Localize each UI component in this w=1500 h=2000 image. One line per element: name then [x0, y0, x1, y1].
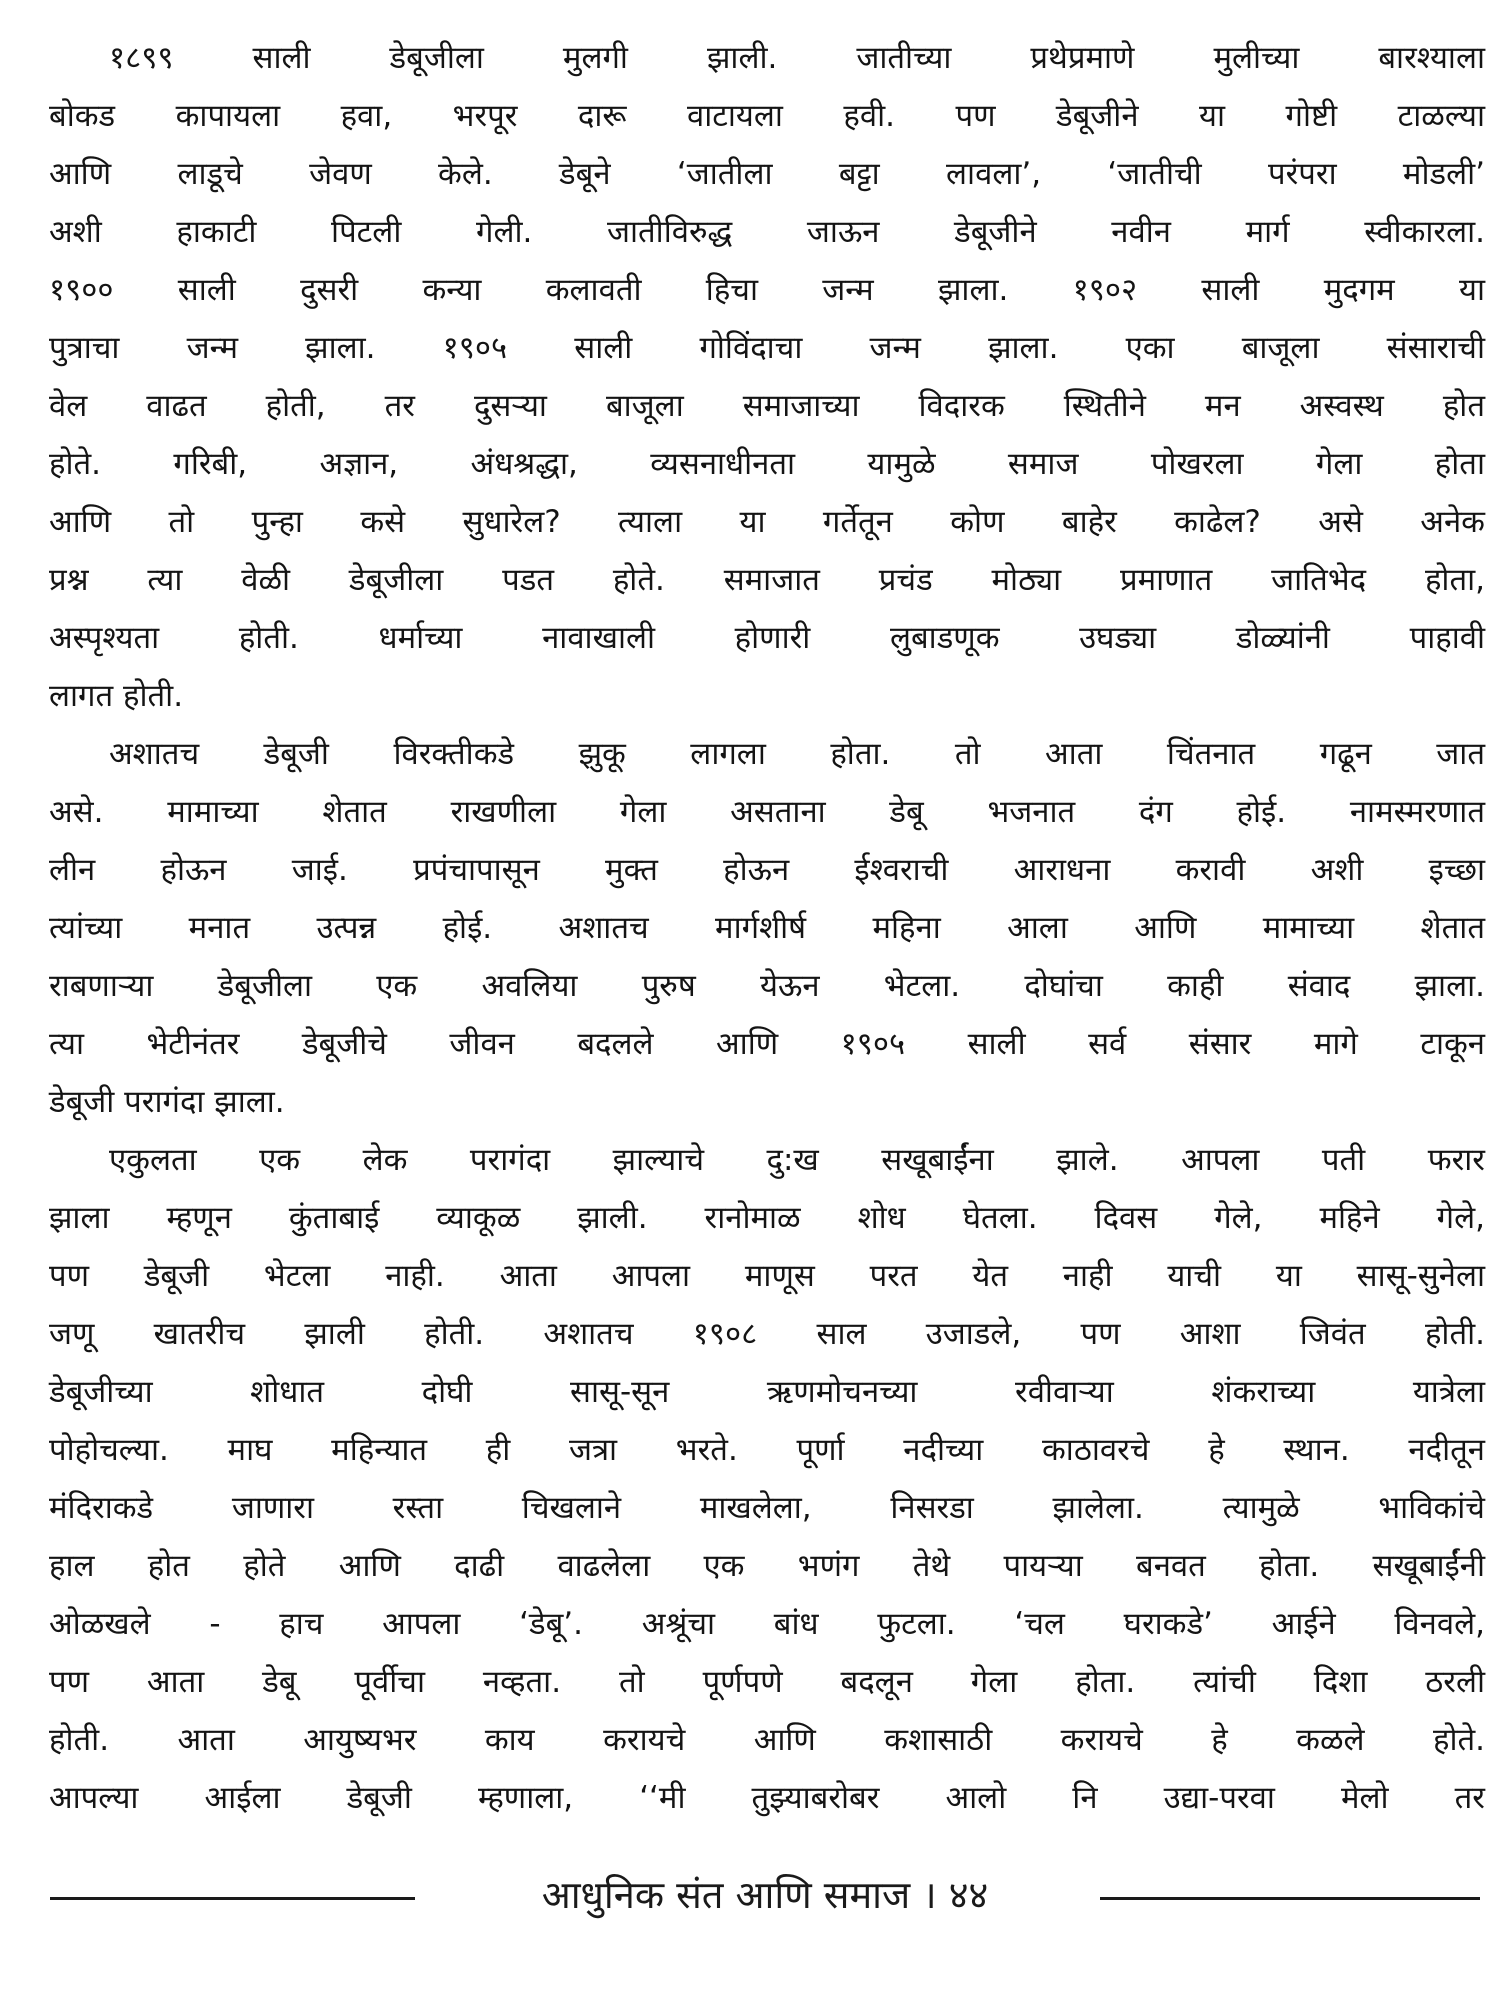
text-line: त्यांच्या मनात उत्पन्न होई. अशातच मार्गशीर्ष महिना आला आणि मामाच्या शेतात	[49, 910, 1485, 946]
text-line: होते. गरिबी, अज्ञान, अंधश्रद्धा, व्यसनाधीनता यामुळे समाज पोखरला गेला होता	[49, 446, 1485, 482]
text-line: अस्पृश्यता होती. धर्माच्या नावाखाली होणारी लुबाडणूक उघड्या डोळ्यांनी पाहावी	[49, 620, 1485, 656]
text-line: एकुलता एक लेक परागंदा झाल्याचे दु:ख सखूबाईंना झाले. आपला पती फरार	[109, 1142, 1485, 1178]
text-line: ओळखले - हाच आपला ‘डेबू’. अश्रूंचा बांध फुटला. ‘चल घराकडे’ आईने विनवले,	[49, 1606, 1485, 1642]
text-line: मंदिराकडे जाणारा रस्ता चिखलाने माखलेला, निसरडा झालेला. त्यामुळे भाविकांचे	[49, 1490, 1485, 1526]
text-line: १८९९ साली डेबूजीला मुलगी झाली. जातीच्या प्रथेप्रमाणे मुलीच्या बारश्याला	[109, 40, 1485, 76]
text-line: १९०० साली दुसरी कन्या कलावती हिचा जन्म झाला. १९०२ साली मुदगम या	[49, 272, 1485, 308]
text-line: वेल वाढत होती, तर दुसऱ्या बाजूला समाजाच्या विदारक स्थितीने मन अस्वस्थ होत	[49, 388, 1485, 424]
footer-rule-right	[1100, 1897, 1480, 1900]
text-line: अशी हाकाटी पिटली गेली. जातीविरुद्ध जाऊन डेबूजीने नवीन मार्ग स्वीकारला.	[49, 214, 1485, 250]
text-line: पोहोचल्या. माघ महिन्यात ही जत्रा भरते. पूर्णा नदीच्या काठावरचे हे स्थान. नदीतून	[49, 1432, 1485, 1468]
text-line: राबणाऱ्या डेबूजीला एक अवलिया पुरुष येऊन भेटला. दोघांचा काही संवाद झाला.	[49, 968, 1485, 1004]
text-line: आपल्या आईला डेबूजी म्हणाला, ‘‘मी तुझ्याबरोबर आलो नि उद्या-परवा मेलो तर	[49, 1780, 1485, 1816]
text-line: बोकड कापायला हवा, भरपूर दारू वाटायला हवी. पण डेबूजीने या गोष्टी टाळल्या	[49, 98, 1485, 134]
body-text	[49, 29, 1485, 1827]
text-line: पण डेबूजी भेटला नाही. आता आपला माणूस परत येत नाही याची या सासू-सुनेला	[49, 1258, 1485, 1294]
footer-rule-left	[50, 1897, 415, 1900]
text-line: पण आता डेबू पूर्वीचा नव्हता. तो पूर्णपणे बदलून गेला होता. त्यांची दिशा ठरली	[49, 1664, 1485, 1700]
text-line: जणू खातरीच झाली होती. अशातच १९०८ साल उजाडले, पण आशा जिवंत होती.	[49, 1316, 1485, 1352]
paragraph	[49, 1131, 1485, 1827]
text-line: पुत्राचा जन्म झाला. १९०५ साली गोविंदाचा जन्म झाला. एका बाजूला संसाराची	[49, 330, 1485, 366]
text-line: प्रश्न त्या वेळी डेबूजीला पडत होते. समाजात प्रचंड मोठ्या प्रमाणात जातिभेद होता,	[49, 562, 1485, 598]
text-line: आणि लाडूचे जेवण केले. डेबूने ‘जातीला बट्टा लावला’, ‘जातीची परंपरा मोडली’	[49, 156, 1485, 192]
text-line: डेबूजीच्या शोधात दोघी सासू-सून ऋणमोचनच्या रवीवाऱ्या शंकराच्या यात्रेला	[49, 1374, 1485, 1410]
text-line: आणि तो पुन्हा कसे सुधारेल? त्याला या गर्तेतून कोण बाहेर काढेल? असे अनेक	[49, 504, 1485, 540]
text-line: डेबूजी परागंदा झाला.	[49, 1084, 285, 1120]
text-line: अशातच डेबूजी विरक्तीकडे झुकू लागला होता. तो आता चिंतनात गढून जात	[109, 736, 1485, 772]
text-line: लीन होऊन जाई. प्रपंचापासून मुक्त होऊन ईश्वराची आराधना करावी अशी इच्छा	[49, 852, 1485, 888]
paragraph	[49, 29, 1485, 725]
text-line: त्या भेटीनंतर डेबूजीचे जीवन बदलले आणि १९०५ साली सर्व संसार मागे टाकून	[49, 1026, 1485, 1062]
text-line: लागत होती.	[49, 678, 184, 714]
text-line: हाल होत होते आणि दाढी वाढलेला एक भणंग तेथे पायऱ्या बनवत होता. सखूबाईंनी	[49, 1548, 1485, 1584]
text-line: झाला म्हणून कुंताबाई व्याकूळ झाली. रानोमाळ शोध घेतला. दिवस गेले, महिने गेले,	[49, 1200, 1485, 1236]
text-line: होती. आता आयुष्यभर काय करायचे आणि कशासाठी करायचे हे कळले होते.	[49, 1722, 1485, 1758]
footer-title-page-number: आधुनिक संत आणि समाज । ४४	[541, 1873, 989, 1917]
text-line: असे. मामाच्या शेतात राखणीला गेला असताना डेबू भजनात दंग होई. नामस्मरणात	[49, 794, 1485, 830]
page-footer	[50, 1870, 1480, 1920]
paragraph	[49, 725, 1485, 1131]
